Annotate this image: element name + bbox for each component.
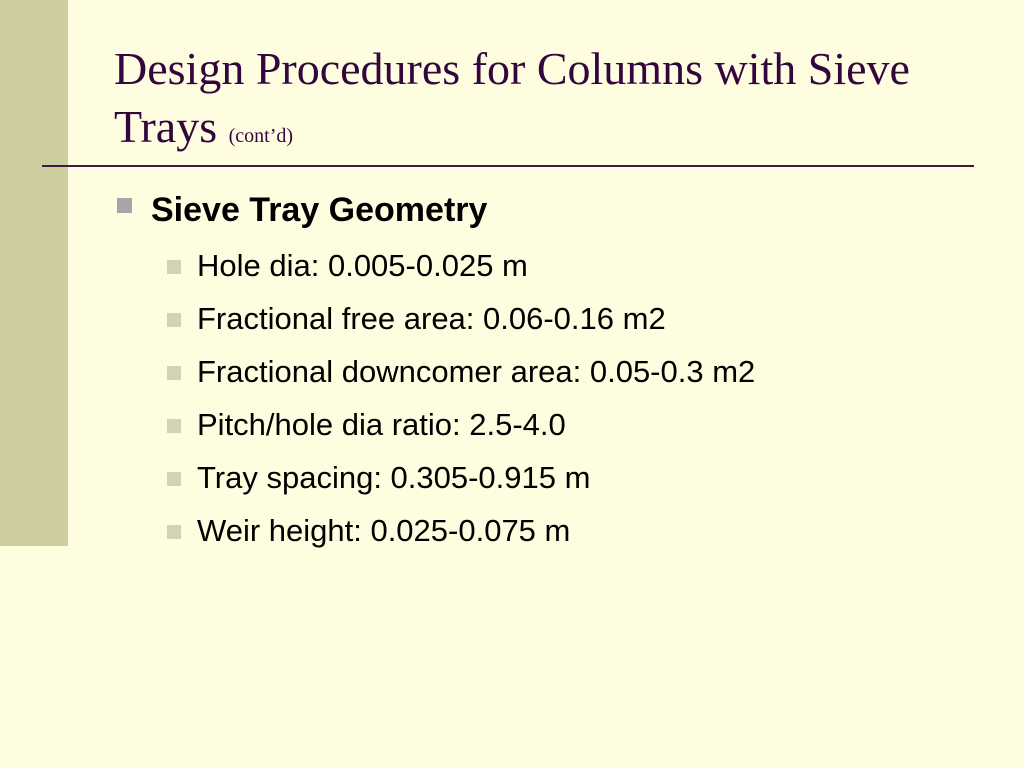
square-bullet-icon <box>167 419 181 433</box>
square-bullet-icon <box>117 198 132 213</box>
section-heading: Sieve Tray Geometry <box>151 191 488 229</box>
square-bullet-icon <box>167 366 181 380</box>
square-bullet-icon <box>167 260 181 274</box>
list-item-text: Pitch/hole dia ratio: 2.5-4.0 <box>197 407 566 442</box>
list-item-text: Fractional free area: 0.06-0.16 m2 <box>197 301 666 336</box>
slide-title-text: Design Procedures for Columns with Sieve Trays <box>114 43 910 152</box>
square-bullet-icon <box>167 525 181 539</box>
list-item-text: Weir height: 0.025-0.075 m <box>197 513 571 548</box>
list-item-text: Tray spacing: 0.305-0.915 m <box>197 460 591 495</box>
slide-title <box>114 40 974 165</box>
square-bullet-icon <box>167 313 181 327</box>
list-item-text: Fractional downcomer area: 0.05-0.3 m2 <box>197 354 756 389</box>
list-item-text: Hole dia: 0.005-0.025 m <box>197 248 528 283</box>
square-bullet-icon <box>167 472 181 486</box>
side-decorative-band <box>0 0 68 546</box>
title-divider <box>42 165 974 167</box>
slide-title-suffix: (cont’d) <box>228 125 294 147</box>
